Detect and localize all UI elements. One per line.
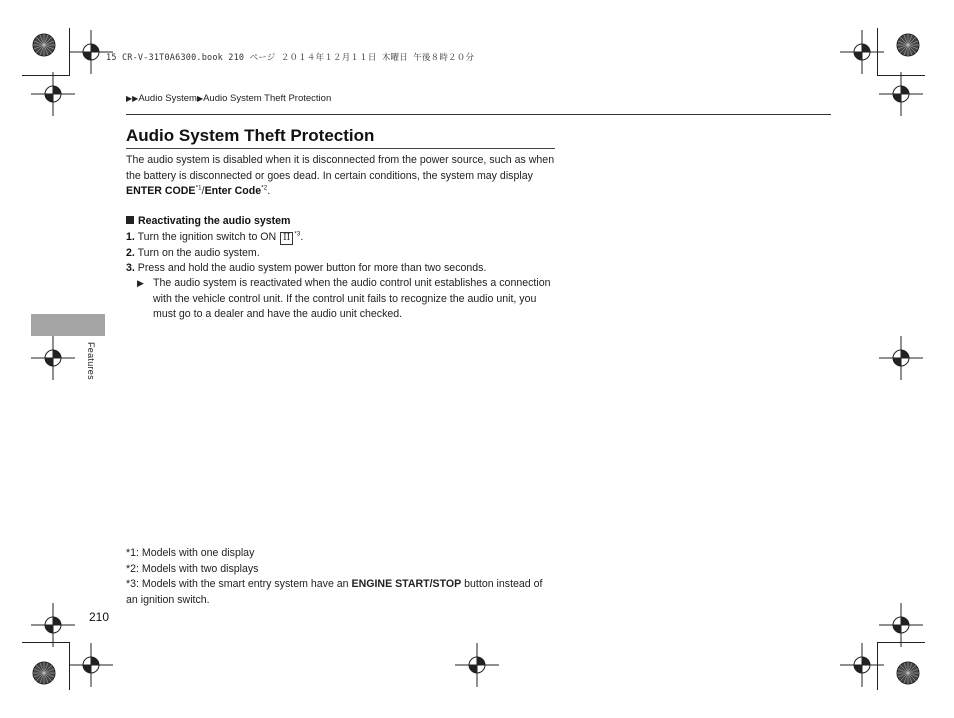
square-bullet-icon: [126, 216, 134, 224]
step-3: [126, 261, 486, 277]
step-number: 3.: [126, 262, 135, 274]
slash: /: [201, 185, 205, 197]
ignition-position-icon: II: [280, 232, 293, 245]
title-underline: [126, 148, 555, 149]
breadcrumb-marker-icon: ▶▶: [126, 94, 139, 103]
step-end: .: [300, 231, 304, 243]
footnotes: [126, 546, 546, 608]
page-title: Audio System Theft Protection: [126, 126, 375, 145]
intro-paragraph: [126, 153, 558, 200]
intro-text: The audio system is disabled when it is disconnected from the power source, such as when the battery is disconnected or goes dead. In certain conditions, the system may display: [126, 154, 555, 182]
section-heading-text: Reactivating the audio system: [138, 215, 291, 227]
intro-end: .: [267, 185, 271, 197]
breadcrumb-item-theft-protection[interactable]: Audio System Theft Protection: [203, 93, 332, 104]
footnote-ref-3: *3: [294, 230, 301, 238]
breadcrumb-separator-icon: ▶: [196, 94, 204, 103]
footnote-1: *1: Models with one display: [126, 547, 255, 559]
note-text: The audio system is reactivated when the audio control unit establishes a connection with the vehicle control unit. If the control unit fails to recognize the audio unit, you must go to a dealer and have the audio unit checked.: [153, 277, 551, 320]
step-text: Press and hold the audio system power button for more than two seconds.: [137, 262, 487, 274]
enter-code-upper: ENTER CODE: [126, 185, 196, 197]
step-note: [137, 276, 557, 323]
footnote-3-text: *3: Models with the smart entry system have an: [126, 578, 352, 590]
step-number: 1.: [126, 231, 135, 243]
breadcrumb: [126, 93, 331, 104]
engine-start-stop-label: ENGINE START/STOP: [351, 578, 462, 590]
footnote-3-end: button instead of an ignition switch.: [126, 578, 543, 606]
footnote-ref-2: *2: [261, 184, 268, 192]
note-arrow-icon: ▶: [137, 278, 144, 288]
step-text: Turn the ignition switch to ON: [137, 231, 280, 243]
step-2: [126, 246, 260, 262]
header-divider: [126, 114, 831, 115]
footnote-2: *2: Models with two displays: [126, 562, 259, 575]
chapter-tab: [31, 314, 105, 336]
section-heading: [126, 215, 290, 227]
step-1: [126, 230, 303, 246]
page-number: 210: [89, 610, 110, 624]
chapter-label: Features: [86, 342, 96, 380]
breadcrumb-item-audio-system[interactable]: Audio System: [138, 93, 197, 104]
enter-code-mixed: Enter Code: [204, 185, 262, 197]
footnote-ref-1: *1: [195, 184, 202, 192]
footnote-3: [126, 577, 546, 608]
step-text: Turn on the audio system.: [137, 247, 260, 259]
file-info-header: 15 CR-V-31T0A6300.book 210 ページ ２０１４年１２月１１日 木曜日 午後８時２０分: [106, 53, 475, 63]
step-number: 2.: [126, 247, 135, 259]
